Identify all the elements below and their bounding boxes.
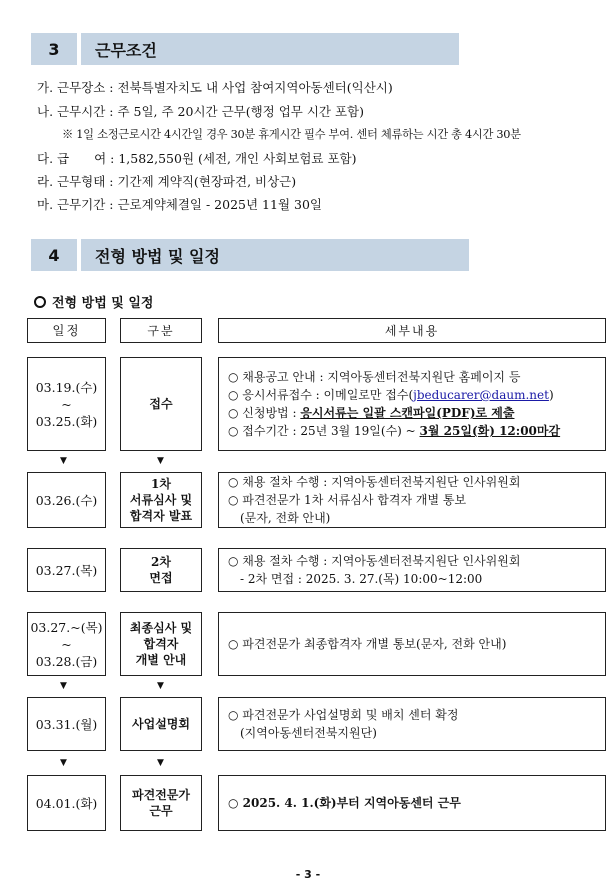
employment-type: 라. 근무형태 : 기간제 계약직(현장파견, 비상근) — [37, 174, 297, 189]
row-2-detail: ○ 채용 절차 수행 : 지역아동센터전북지원단 인사위원회 ○ 파견전문가 1차 서류심사 합격자 개별 통보 (문자, 전화 안내) — [218, 472, 606, 528]
row-5-date: 03.31.(월) — [27, 697, 106, 751]
arrow-down-icon: ▼ — [157, 681, 164, 691]
work-period: 마. 근무기간 : 근로계약체결일 - 2025년 11월 30일 — [37, 197, 322, 212]
section-4-number: 4 — [31, 239, 77, 271]
header-detail: 세부내용 — [218, 318, 606, 343]
salary: 다. 급 여 : 1,582,550원 (세전, 개인 사회보험료 포함) — [37, 151, 357, 166]
row-2-type: 1차 서류심사 및 합격자 발표 — [120, 472, 202, 528]
row-1-type: 접수 — [120, 357, 202, 451]
arrow-down-icon: ▼ — [60, 758, 67, 768]
row-5-type: 사업설명회 — [120, 697, 202, 751]
arrow-down-icon: ▼ — [60, 456, 67, 466]
row-5-detail: ○ 파견전문가 사업설명회 및 배치 센터 확정 (지역아동센터전북지원단) — [218, 697, 606, 751]
application-email-link[interactable]: jbeducarer@daum.net — [413, 388, 549, 402]
arrow-down-icon: ▼ — [60, 681, 67, 691]
work-hours: 나. 근무시간 : 주 5일, 주 20시간 근무(행정 업무 시간 포함) — [37, 104, 365, 119]
section-3-number: 3 — [31, 33, 77, 65]
circle-bullet-icon — [34, 296, 46, 308]
page-number: - 3 - — [295, 868, 321, 881]
row-6-type: 파견전문가 근무 — [120, 775, 202, 831]
header-type: 구분 — [120, 318, 202, 343]
work-place: 가. 근무장소 : 전북특별자치도 내 사업 참여지역아동센터(익산시) — [37, 80, 393, 95]
arrow-down-icon: ▼ — [157, 456, 164, 466]
row-2-date: 03.26.(수) — [27, 472, 106, 528]
row-4-detail: ○ 파견전문가 최종합격자 개별 통보(문자, 전화 안내) — [218, 612, 606, 676]
work-hours-note: ※ 1일 소정근로시간 4시간일 경우 30분 휴게시간 필수 부여. 센터 체류하는 시간 총 4시간 30분 — [62, 128, 521, 141]
section-3-title: 근무조건 — [81, 33, 459, 65]
row-1-date: 03.19.(수) ~ 03.25.(화) — [27, 357, 106, 451]
row-4-type: 최종심사 및 합격자 개별 안내 — [120, 612, 202, 676]
arrow-down-icon: ▼ — [157, 758, 164, 768]
row-3-date: 03.27.(목) — [27, 548, 106, 592]
schedule-subheading: 전형 방법 및 일정 — [34, 292, 153, 311]
row-6-detail: ○ 2025. 4. 1.(화)부터 지역아동센터 근무 — [218, 775, 606, 831]
section-4-title: 전형 방법 및 일정 — [81, 239, 469, 271]
row-6-date: 04.01.(화) — [27, 775, 106, 831]
row-3-type: 2차 면접 — [120, 548, 202, 592]
header-date: 일정 — [27, 318, 106, 343]
row-3-detail: ○ 채용 절차 수행 : 지역아동센터전북지원단 인사위원회 - 2차 면접 : 2025. 3. 27.(목) 10:00~12:00 — [218, 548, 606, 592]
row-4-date: 03.27.~(목) ~ 03.28.(금) — [27, 612, 106, 676]
row-1-detail: ○ 채용공고 안내 : 지역아동센터전북지원단 홈페이지 등 ○ 응시서류접수 : 이메일로만 접수(jbeducarer@daum.net) ○ 신청방법 : 응시서류는 일괄 스캔파일(PDF)로 제출 ○ 접수기간 : 25년 3월 19일(수) ~ 3월 25일(화) 12:00마감 — [218, 357, 606, 451]
